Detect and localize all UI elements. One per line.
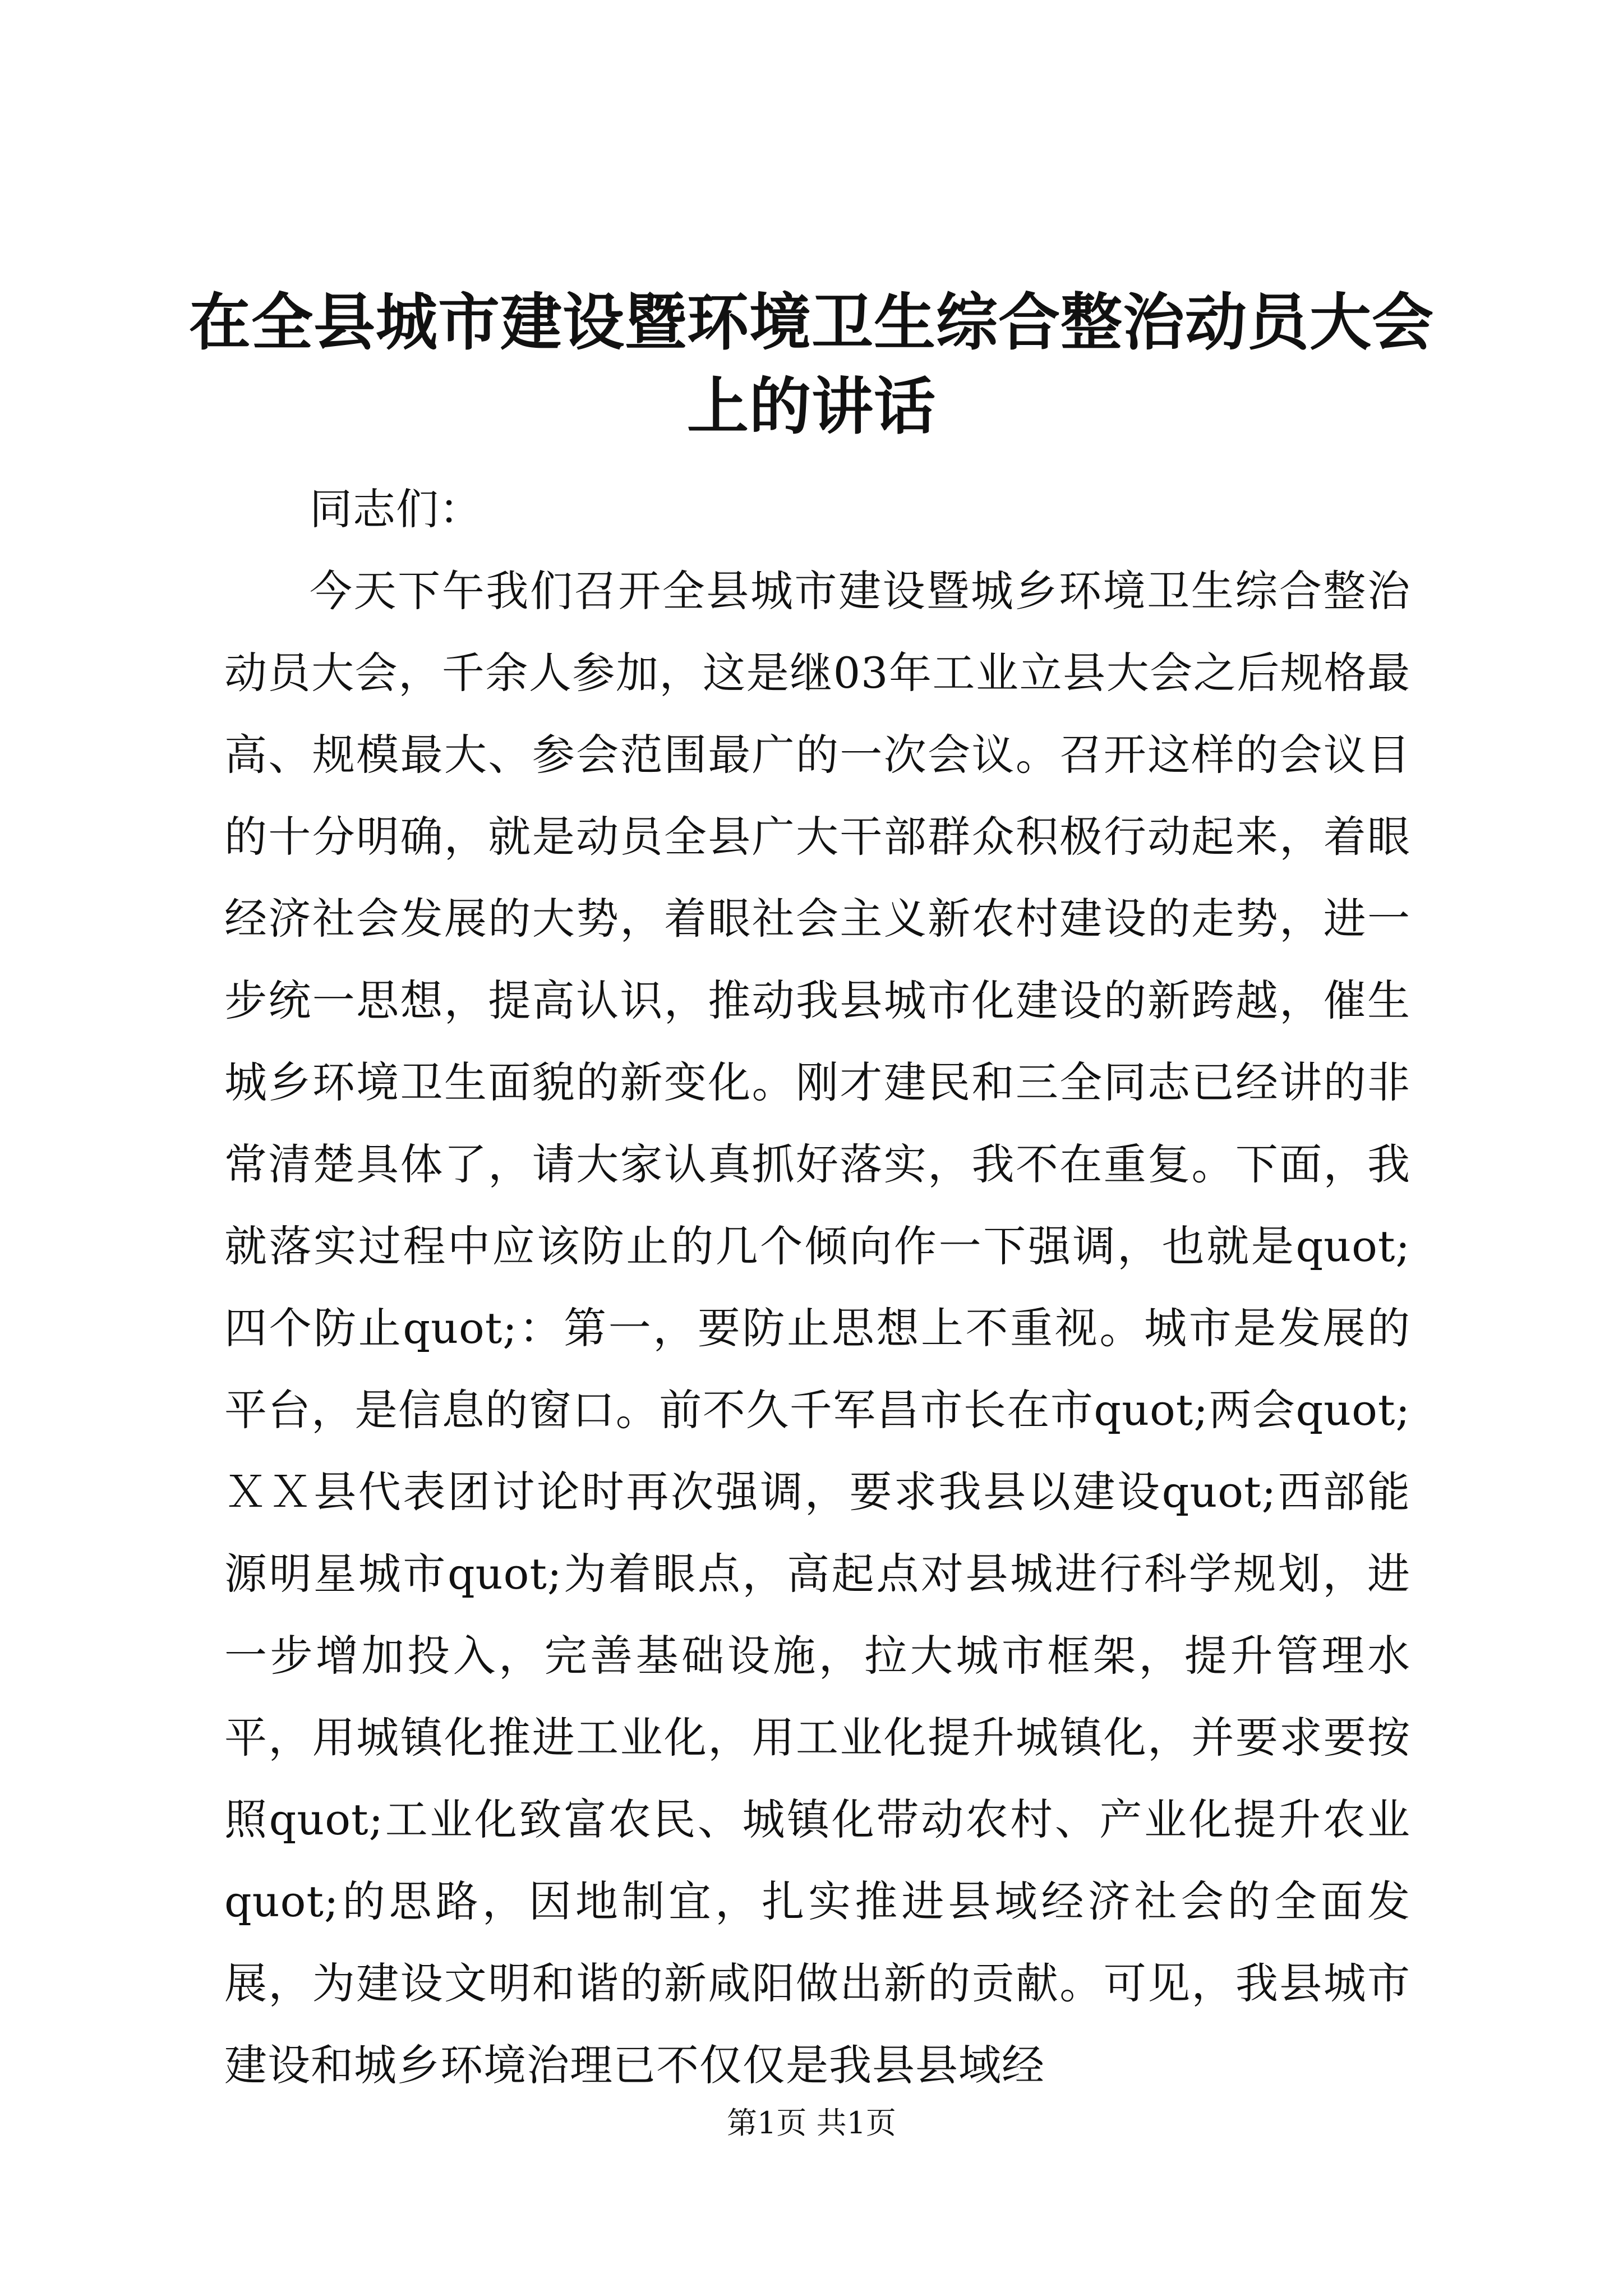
salutation: 同志们： — [310, 484, 482, 534]
document-body — [224, 468, 1410, 2106]
document-title: 在全县城市建设暨环境卫生综合整治动员大会上的讲话 — [189, 286, 1434, 443]
speech-paragraph: 今天下午我们召开全县城市建设暨城乡环境卫生综合整治动员大会，千余人参加，这是继03年工业立县大会之后规格最高、规模最大、参会范围最广的一次会议。召开这样的会议目的十分明确，就是动员全县广大干部群众积极行动起来，着眼经济社会发展的大势，着眼社会主义新农村建设的走势，进一步统一思想，提高认识，推动我县城市化建设的新跨越，催生城乡环境卫生面貌的新变化。刚才建民和三全同志已经讲的非常清楚具体了，请大家认真抓好落实，我不在重复。下面，我就落实过程中应该防止的几个倾向作一下强调，也就是quot;四个防止quot;：第一，要防止思想上不重视。城市是发展的平台，是信息的窗口。前不久千军昌市长在市quot;两会quot;ＸＸ县代表团讨论时再次强调，要求我县以建设quot;西部能源明星城市quot;为着眼点，高起点对县城进行科学规划，进一步增加投入，完善基础设施，拉大城市框架，提升管理水平，用城镇化推进工业化，用工业化提升城镇化，并要求要按照quot;工业化致富农民、城镇化带动农村、产业化提升农业quot;的思路，因地制宜，扎实推进县域经济社会的全面发展，为建设文明和谐的新咸阳做出新的贡献。可见，我县城市建设和城乡环境治理已不仅仅是我县县域经 — [224, 566, 1410, 2090]
page-footer: 第1页 共1页 — [727, 2105, 896, 2141]
